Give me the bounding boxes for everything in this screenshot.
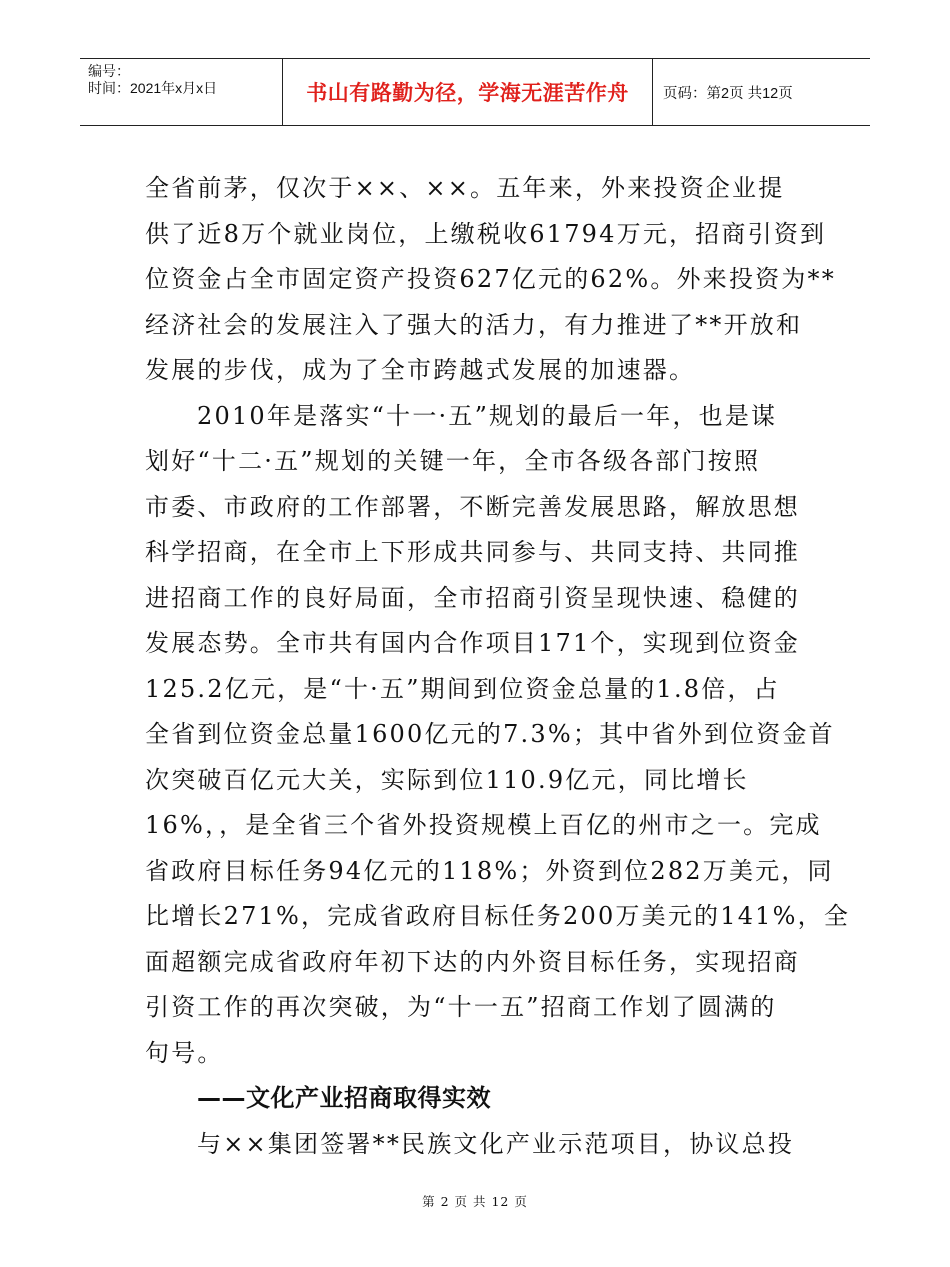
body-line: 划好“十二·五”规划的关键一年，全市各级各部门按照 [145, 447, 761, 475]
body-line: 句号。 [145, 1038, 224, 1067]
body-line: 次突破百亿元大关，实际到位110.9亿元，同比增长 [145, 765, 749, 794]
time-label: 时间：2021年x月x日 [88, 80, 218, 96]
body-line: 2010年是落实“十一·五”规划的最后一年，也是谋 [197, 401, 778, 430]
body-line: 引资工作的再次突破，为“十一五”招商工作划了圆满的 [145, 993, 777, 1021]
header-page-info: 页码：第2页 共12页 [663, 85, 793, 102]
section-heading: ——文化产业招商取得实效 [197, 1084, 491, 1112]
body-line: 位资金占全市固定资产投资627亿元的62%。外来投资为** [145, 265, 836, 293]
body-line: 16%，，是全省三个省外投资规模上百亿的州市之一。完成 [145, 811, 822, 839]
body-line: 125.2亿元，是“十·五”期间到位资金总量的1.8倍，占 [145, 674, 780, 703]
header-motto: 书山有路勤为径，学海无涯苦作舟 [306, 81, 629, 105]
body-line: 供了近8万个就业岗位，上缴税收61794万元，招商引资到 [145, 219, 827, 248]
body-line: 发展态势。全市共有国内合作项目171个，实现到位资金 [145, 629, 801, 657]
page-header [80, 58, 870, 126]
body-line: 进招商工作的良好局面，全市招商引资呈现快速、稳健的 [145, 583, 800, 612]
body-line: 全省到位资金总量1600亿元的7.3%；其中省外到位资金首 [145, 720, 835, 748]
header-meta-cell [80, 59, 283, 125]
doc-number-label: 编号： [88, 63, 130, 79]
page-footer: 第 2 页 共 12 页 [422, 1194, 528, 1209]
body-line: 全省前茅，仅次于××、××。五年来，外来投资企业提 [145, 174, 785, 202]
header-page-cell [653, 59, 870, 125]
document-body [145, 166, 851, 1167]
body-line: 发展的步伐，成为了全市跨越式发展的加速器。 [145, 356, 696, 384]
body-line: 省政府目标任务94亿元的118%；外资到位282万美元，同 [145, 856, 834, 885]
header-motto-cell [283, 59, 653, 125]
body-line: 科学招商，在全市上下形成共同参与、共同支持、共同推 [145, 538, 800, 566]
body-line: 面超额完成省政府年初下达的内外资目标任务，实现招商 [145, 947, 800, 976]
body-line: 与××集团签署**民族文化产业示范项目，协议总投 [197, 1129, 795, 1158]
body-line: 市委、市政府的工作部署，不断完善发展思路，解放思想 [145, 492, 800, 521]
body-line: 经济社会的发展注入了强大的活力，有力推进了**开放和 [145, 310, 803, 339]
body-line: 比增长271%，完成省政府目标任务200万美元的141%，全 [145, 902, 851, 930]
